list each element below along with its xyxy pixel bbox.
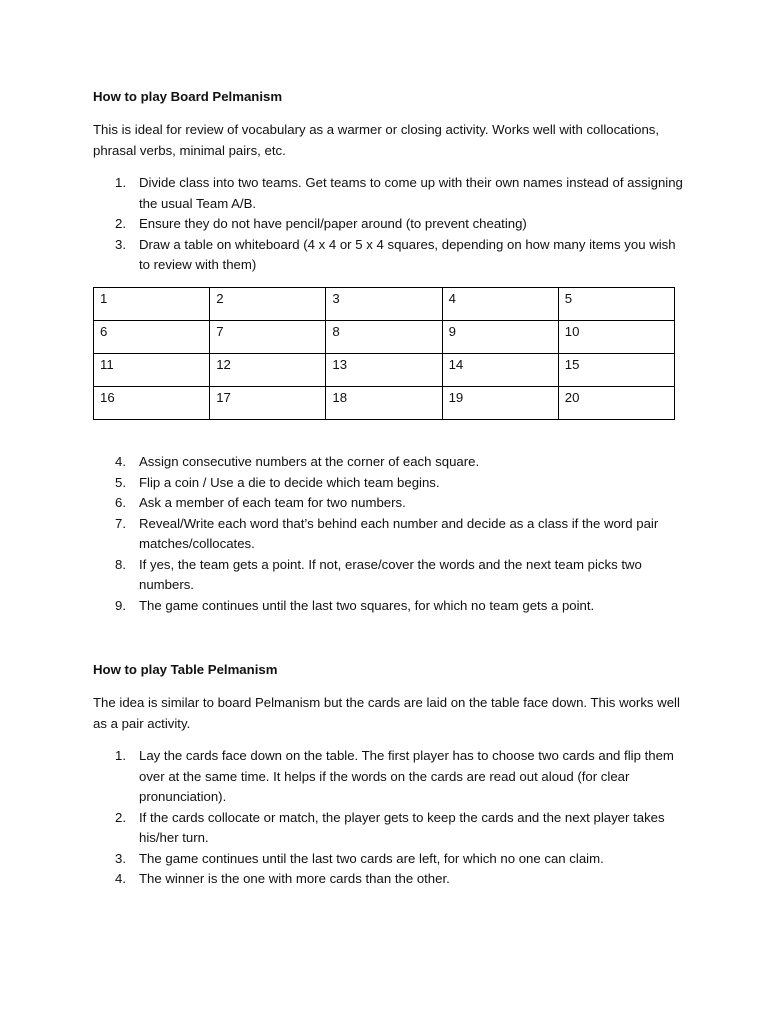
table-cell: 17 <box>210 387 326 420</box>
list-item <box>93 746 683 808</box>
table-cell: 4 <box>442 288 558 321</box>
list-text: Flip a coin / Use a die to decide which team begins. <box>139 474 440 490</box>
list-text: The winner is the one with more cards than the other. <box>139 871 450 886</box>
list-item <box>93 596 683 617</box>
list-number: 1. <box>115 748 126 763</box>
list-item <box>93 173 683 214</box>
section-heading-board-pelmanism: How to play Board Pelmanism <box>93 89 283 104</box>
list-text: Reveal/Write each word that’s behind each number and decide as a class if the word pair matches/collocates. <box>139 515 659 551</box>
list-text: The game continues until the last two squares, for which no team gets a point. <box>139 597 595 613</box>
list-item <box>93 452 683 473</box>
table-cell: 8 <box>326 321 442 354</box>
table-row <box>94 354 675 387</box>
table-cell: 16 <box>94 387 210 420</box>
list-number: 8. <box>115 556 126 572</box>
table-cell: 14 <box>442 354 558 387</box>
table-cell: 5 <box>558 288 674 321</box>
list-number: 9. <box>115 597 126 613</box>
table-cell: 15 <box>558 354 674 387</box>
table-row <box>94 387 675 420</box>
list-number: 2. <box>115 216 126 231</box>
table-cell: 18 <box>326 387 442 420</box>
table-pelmanism-intro: The idea is similar to board Pelmanism but the cards are laid on the table face down. This works well as a pair activity. <box>93 695 680 731</box>
list-number: 6. <box>115 495 126 510</box>
list-text: Ensure they do not have pencil/paper around (to prevent cheating) <box>139 216 527 231</box>
list-item <box>93 869 683 890</box>
list-item <box>93 555 683 596</box>
section-heading-table-pelmanism: How to play Table Pelmanism <box>93 662 278 677</box>
list-text: If yes, the team gets a point. If not, erase/cover the words and the next team picks two numbers. <box>139 556 642 592</box>
list-item <box>93 514 683 555</box>
list-number: 4. <box>115 871 126 886</box>
board-pelmanism-steps-part-2 <box>93 452 683 616</box>
list-text: Lay the cards face down on the table. The first player has to choose two cards and flip them over at the same time. It helps if the words on the cards are read out aloud (for clear pronunciation). <box>139 748 674 804</box>
list-item <box>93 473 683 494</box>
list-item <box>93 235 683 276</box>
list-number: 7. <box>115 515 126 531</box>
list-item <box>93 808 683 849</box>
list-text: Draw a table on whiteboard (4 x 4 or 5 x 4 squares, depending on how many items you wish to review with them) <box>139 236 676 272</box>
list-number: 3. <box>115 236 126 252</box>
list-number: 2. <box>115 809 126 825</box>
table-cell: 12 <box>210 354 326 387</box>
table-cell: 19 <box>442 387 558 420</box>
table-cell: 2 <box>210 288 326 321</box>
table-cell: 20 <box>558 387 674 420</box>
board-pelmanism-intro: This is ideal for review of vocabulary as a warmer or closing activity. Works well with collocations, phrasal verbs, minimal pairs, etc. <box>93 122 660 158</box>
list-number: 4. <box>115 454 126 469</box>
table-row <box>94 321 675 354</box>
list-text: Ask a member of each team for two numbers. <box>139 495 406 510</box>
table-cell: 1 <box>94 288 210 321</box>
board-pelmanism-steps-part-1 <box>93 173 683 276</box>
table-cell: 9 <box>442 321 558 354</box>
list-number: 1. <box>115 175 126 190</box>
table-cell: 6 <box>94 321 210 354</box>
table-cell: 13 <box>326 354 442 387</box>
list-number: 5. <box>115 474 126 490</box>
table-row <box>94 288 675 321</box>
table-cell: 7 <box>210 321 326 354</box>
list-text: Divide class into two teams. Get teams to come up with their own names instead of assigning the usual Team A/B. <box>139 175 683 211</box>
list-text: Assign consecutive numbers at the corner of each square. <box>139 454 480 469</box>
list-item <box>93 214 683 235</box>
list-item <box>93 849 683 870</box>
table-pelmanism-steps <box>93 746 683 890</box>
number-grid-table <box>93 287 675 420</box>
list-text: If the cards collocate or match, the player gets to keep the cards and the next player takes his/her turn. <box>139 809 665 845</box>
list-number: 3. <box>115 850 126 866</box>
list-text: The game continues until the last two cards are left, for which no one can claim. <box>139 850 604 866</box>
table-cell: 11 <box>94 354 210 387</box>
list-item <box>93 493 683 514</box>
table-cell: 10 <box>558 321 674 354</box>
table-cell: 3 <box>326 288 442 321</box>
